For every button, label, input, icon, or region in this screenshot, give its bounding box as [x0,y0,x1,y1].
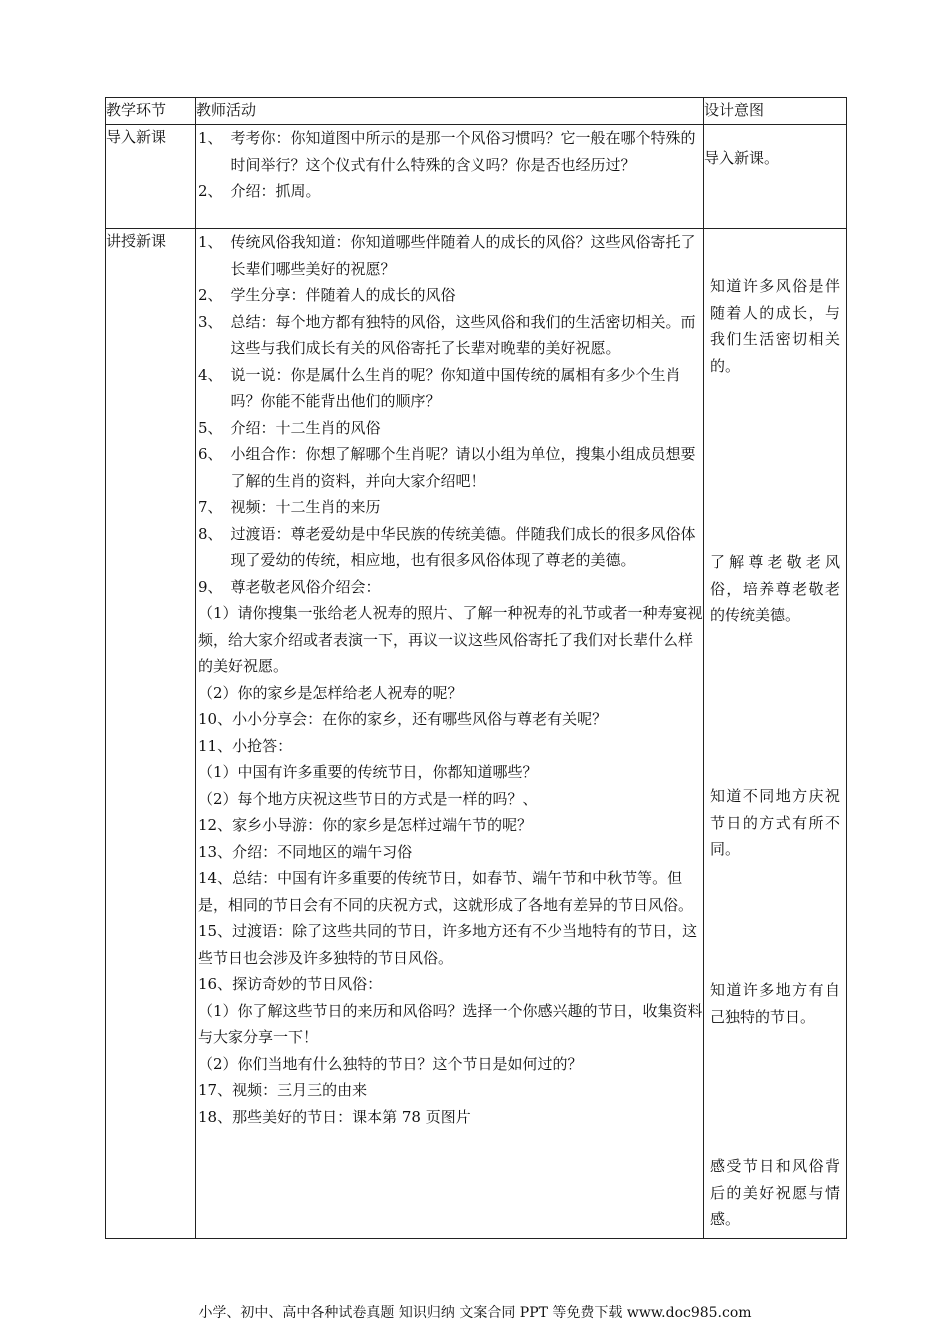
activity-paragraph: （2）你们当地有什么独特的节日？这个节日是如何过的？ [198,1054,583,1073]
item-number: 4、 [198,365,223,384]
teach-row [106,229,847,1239]
item-text: 总结：每个地方都有独特的风俗，这些风俗和我们的生活密切相关。而这些与我们成长有关的风俗寄托了长辈对晚辈的美好祝愿。 [230,312,696,357]
activity-paragraph: （1）中国有许多重要的传统节日，你都知道哪些？ [198,763,538,781]
activity-paragraph: （1）请你搜集一张给老人祝寿的照片、了解一种祝寿的礼节或者一种寿宴视频，给大家介绍或者表演一下，再议一议这些风俗寄托了我们对长辈什么样的美好祝愿。 [198,604,703,675]
teach-item [196,229,703,282]
item-number: 1、 [198,129,223,147]
activity-paragraph: 12、家乡小导游：你的家乡是怎样过端午节的呢？ [198,816,533,834]
intent-text: 知道许多地方有自己独特的节日。 [710,981,840,1026]
intent-text: 感受节日和风俗背后的美好祝愿与情感。 [710,1157,840,1228]
activity-paragraph: 10、小小分享会：在你的家乡，还有哪些风俗与尊老有关呢？ [198,710,608,728]
activity-paragraph: （2）每个地方庆祝这些节日的方式是一样的吗？、 [198,789,538,808]
header-row [106,98,847,125]
teach-item [196,415,703,442]
teach-item [196,362,703,415]
teach-item [196,282,703,309]
intent-text: 知道许多风俗是伴随着人的成长，与我们生活密切相关的。 [710,277,840,375]
teach-intent [704,229,847,1239]
item-number: 2、 [198,286,223,304]
teach-item [196,574,703,601]
item-number: 7、 [198,498,223,516]
item-number: 8、 [198,524,223,543]
teach-item [196,521,703,574]
teach-item [196,494,703,521]
header-phase: 教学环节 [106,98,196,125]
item-text: 说一说：你是属什么生肖的呢？你知道中国传统的属相有多少个生肖吗？你能不能背出他们的顺序？ [230,365,681,410]
activity-paragraph: 13、介绍：不同地区的端午习俗 [198,842,413,861]
item-number: 5、 [198,418,223,437]
item-text: 过渡语：尊老爱幼是中华民族的传统美德。伴随我们成长的很多风俗体现了爱幼的传统，相应地，也有很多风俗体现了尊老的美德。 [230,524,696,569]
item-text: 传统风俗我知道：你知道哪些伴随着人的成长的风俗？这些风俗寄托了长辈们哪些美好的祝愿？ [230,233,696,278]
item-number: 9、 [198,577,223,596]
intro-row [106,125,847,229]
lesson-plan-table [105,97,847,1239]
item-text: 介绍：抓周。 [230,182,321,200]
intent-text: 导入新课。 [704,149,780,167]
intro-item [196,125,703,178]
activity-paragraph: 16、探访奇妙的节日风俗： [198,975,383,993]
item-number: 2、 [198,182,223,200]
activity-paragraph: 17、视频：三月三的由来 [198,1081,368,1099]
item-text: 小组合作：你想了解哪个生肖呢？请以小组为单位，搜集小组成员想要了解的生肖的资料，并向大家介绍吧！ [230,445,696,490]
intro-intent [704,125,847,229]
teach-item [196,441,703,494]
teach-item [196,309,703,362]
intro-activities [196,125,704,229]
item-text: 介绍：十二生肖的风俗 [230,418,381,437]
item-number: 1、 [198,233,223,251]
activity-paragraph: 15、过渡语：除了这些共同的节日，许多地方还有不少当地特有的节日，这些节日也会涉及许多独特的节日风俗。 [198,922,698,967]
item-text: 考考你：你知道图中所示的是那一个风俗习惯吗？它一般在哪个特殊的时间举行？这个仪式有什么特殊的含义吗？你是否也经历过？ [230,129,696,174]
teach-phase: 讲授新课 [106,229,196,1239]
intent-text: 知道不同地方庆祝节日的方式有所不同。 [710,787,840,858]
item-text: 学生分享：伴随着人的成长的风俗 [230,286,456,304]
item-text: 视频：十二生肖的来历 [230,498,381,516]
teach-activities [196,229,704,1239]
page-footer: 小学、初中、高中各种试卷真题 知识归纳 文案合同 PPT 等免费下载 www.doc985.com [198,1305,752,1321]
item-number: 3、 [198,312,223,331]
activity-paragraph: （1）你了解这些节日的来历和风俗吗？选择一个你感兴趣的节日，收集资料与大家分享一下！ [198,1001,703,1046]
activity-paragraph: 18、那些美好的节日：课本第 78 页图片 [198,1107,471,1126]
header-activities: 教师活动 [196,98,704,125]
intro-phase: 导入新课 [106,125,196,229]
intro-item [196,178,703,205]
intent-text: 了解尊老敬老风俗，培养尊老敬老的传统美德。 [710,553,840,624]
item-text: 尊老敬老风俗介绍会： [230,577,381,596]
activity-paragraph: （2）你的家乡是怎样给老人祝寿的呢？ [198,683,463,702]
activity-paragraph: 11、小抢答： [198,736,293,755]
activity-paragraph: 14、总结：中国有许多重要的传统节日，如春节、端午节和中秋节等。但是，相同的节日会有不同的庆祝方式，这就形成了各地有差异的节日风俗。 [198,869,694,914]
item-number: 6、 [198,445,223,463]
header-intent: 设计意图 [704,98,847,125]
